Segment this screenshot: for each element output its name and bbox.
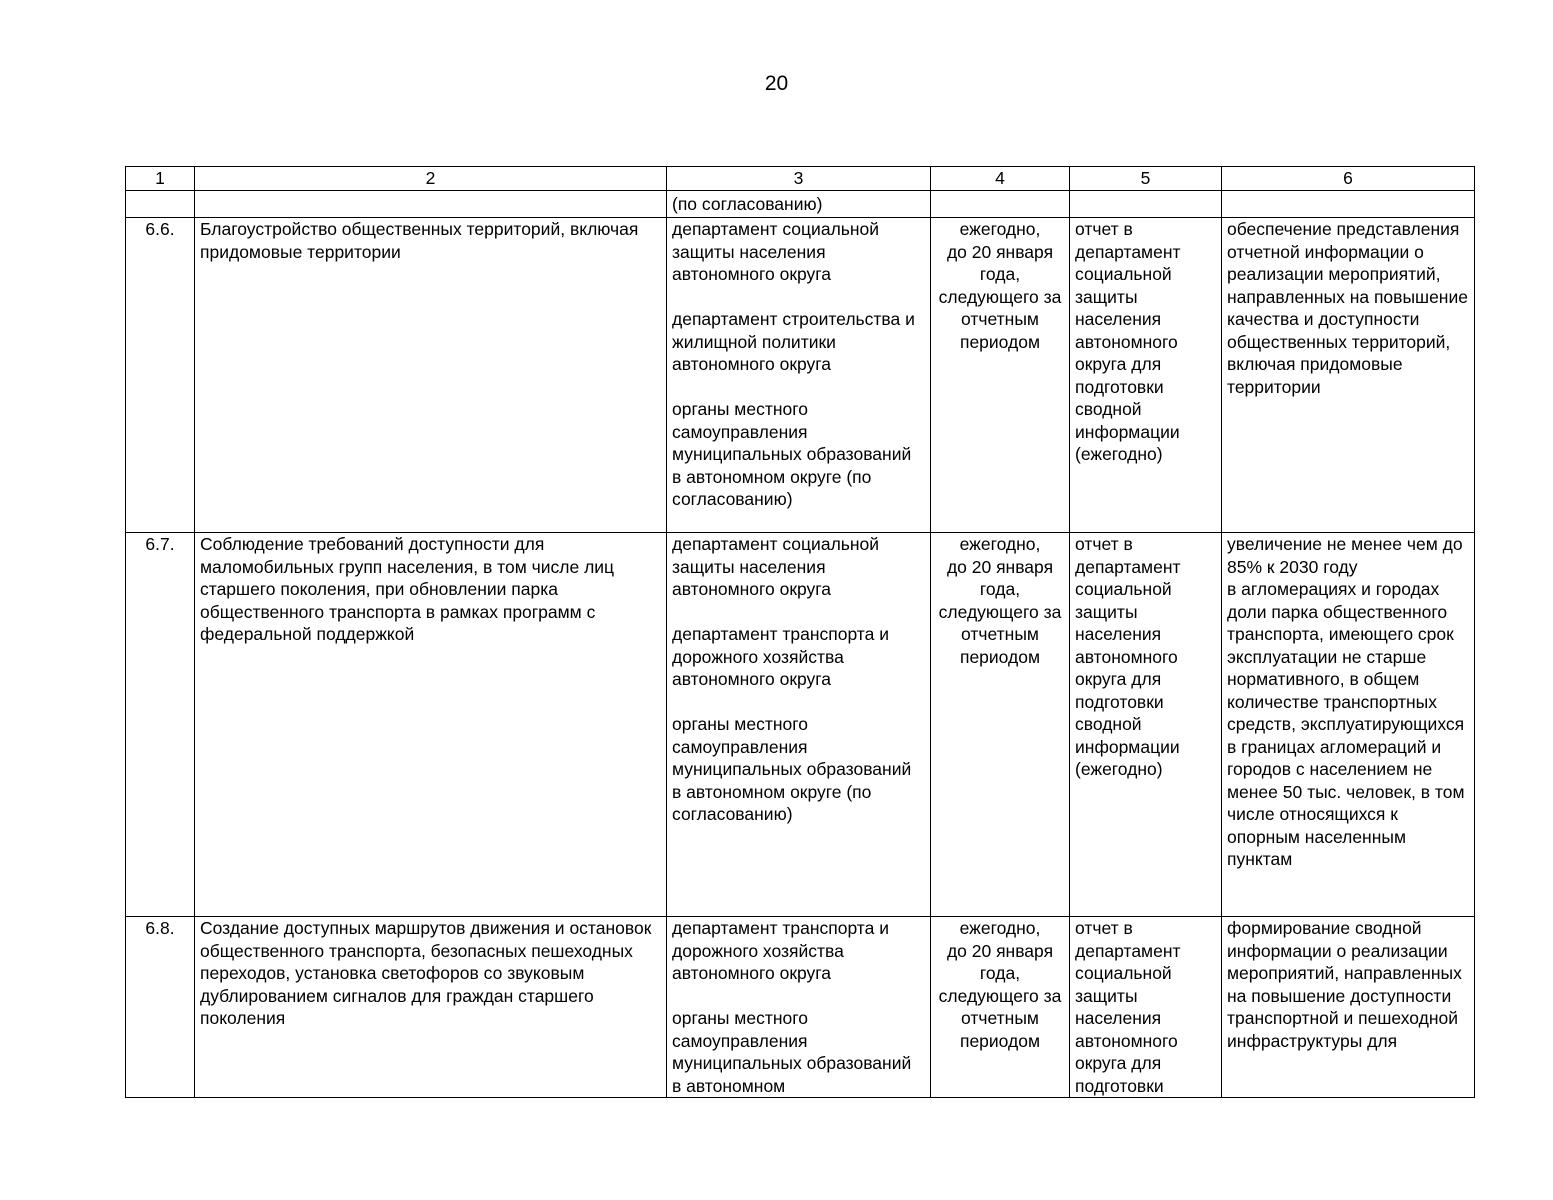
executors-cell: департамент транспорта и дорожного хозяйства автономного округа органы местного самоуправления муниципальных образований в автономном (667, 917, 931, 1098)
report-cell: отчет в департамент социальной защиты населения автономного округа для подготовки (1070, 917, 1222, 1098)
activity-cell: Благоустройство общественных территорий, включая придомовые территории (195, 218, 667, 533)
executors-cell: департамент социальной защиты населения автономного округа департамент транспорта и дорожного хозяйства автономного округа органы местного самоуправления муниципальных образований в автономном округе (по согласованию) (667, 533, 931, 917)
header-cell: 1 (126, 167, 195, 191)
table-cell (1222, 191, 1475, 218)
executors-cell: департамент социальной защиты населения автономного округа департамент строительства и жилищной политики автономного округа органы местного самоуправления муниципальных образований в автономном округе (по согласованию) (667, 218, 931, 533)
deadline-cell: ежегодно, до 20 января года, следующего за отчетным периодом (931, 218, 1070, 533)
table-row (126, 917, 1475, 1098)
header-cell: 2 (195, 167, 667, 191)
plan-table (125, 166, 1475, 1098)
activity-cell: Соблюдение требований доступности для маломобильных групп населения, в том числе лиц старшего поколения, при обновлении парка общественного транспорта в рамках программ с федеральной поддержкой (195, 533, 667, 917)
row-number: 6.8. (126, 917, 195, 1098)
report-cell: отчет в департамент социальной защиты населения автономного округа для подготовки сводной информации (ежегодно) (1070, 533, 1222, 917)
table-cell (126, 191, 195, 218)
table-cell (931, 191, 1070, 218)
table-header-row (126, 167, 1475, 191)
page-number: 20 (764, 72, 789, 95)
deadline-cell: ежегодно, до 20 января года, следующего за отчетным периодом (931, 533, 1070, 917)
activity-cell: Создание доступных маршрутов движения и остановок общественного транспорта, безопасных пешеходных переходов, установка светофоров со звуковым дублированием сигналов для граждан старшего поколения (195, 917, 667, 1098)
table-row (126, 533, 1475, 917)
table-row (126, 218, 1475, 533)
table-cell (195, 191, 667, 218)
result-cell: формирование сводной информации о реализации мероприятий, направленных на повышение доступности транспортной и пешеходной инфраструктуры для (1222, 917, 1475, 1098)
result-cell: увеличение не менее чем до 85% к 2030 году в агломерациях и городах доли парка общественного транспорта, имеющего срок эксплуатации не старше нормативного, в общем количестве транспортных средств, эксплуатирующихся в границах агломераций и городов с населением не менее 50 тыс. человек, в том числе относящихся к опорным населенным пунктам (1222, 533, 1475, 917)
table-cell (1070, 191, 1222, 218)
header-cell: 5 (1070, 167, 1222, 191)
header-cell: 3 (667, 167, 931, 191)
table-cell: (по согласованию) (667, 191, 931, 218)
row-number: 6.6. (126, 218, 195, 533)
continuation-row (126, 191, 1475, 218)
header-cell: 6 (1222, 167, 1475, 191)
row-number: 6.7. (126, 533, 195, 917)
deadline-cell: ежегодно, до 20 января года, следующего за отчетным периодом (931, 917, 1070, 1098)
report-cell: отчет в департамент социальной защиты населения автономного округа для подготовки сводной информации (ежегодно) (1070, 218, 1222, 533)
header-cell: 4 (931, 167, 1070, 191)
result-cell: обеспечение представления отчетной информации о реализации мероприятий, направленных на повышение качества и доступности общественных территорий, включая придомовые территории (1222, 218, 1475, 533)
